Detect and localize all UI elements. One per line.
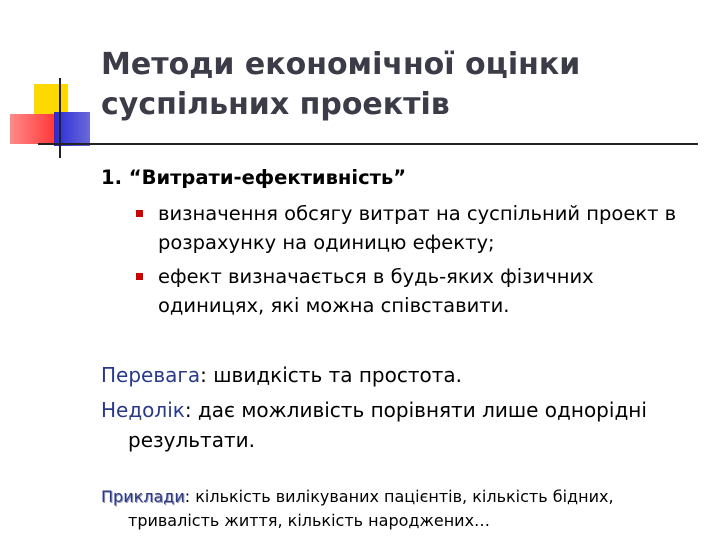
examples-label: Приклади [101, 487, 185, 506]
bullet-item-2: ефект визначається в будь-яких фізичних одиницях, які можна співставити. [158, 265, 594, 317]
section-heading: 1. “Витрати-ефективність” [101, 166, 407, 189]
advantage-label: Перевага [101, 363, 201, 387]
disadvantage-text: : дає можливість порівняти лише однорідні [184, 398, 647, 422]
examples-line [101, 485, 711, 533]
bullet-marker-icon [136, 210, 143, 217]
examples-text-continued: тривалість життя, кількість народжених… [128, 511, 491, 530]
slide-title: Методи економічної оцінки суспільних проектів [101, 47, 581, 122]
decoration-red-block [10, 114, 54, 144]
disadvantage-line [101, 395, 701, 455]
examples-text: : кількість вилікуваних пацієнтів, кількість бідних, [184, 487, 614, 506]
disadvantage-text-continued: результати. [128, 428, 255, 452]
decoration-vertical-line [59, 78, 61, 158]
bullet-item-1: визначення обсягу витрат на суспільний проект в розрахунку на одиницю ефекту; [158, 202, 677, 254]
advantage-line [101, 360, 701, 390]
bullet-marker-icon [136, 273, 143, 280]
disadvantage-label: Недолік [101, 398, 185, 422]
decoration-horizontal-line [38, 143, 698, 145]
advantage-text: : швидкість та простота. [200, 363, 463, 387]
